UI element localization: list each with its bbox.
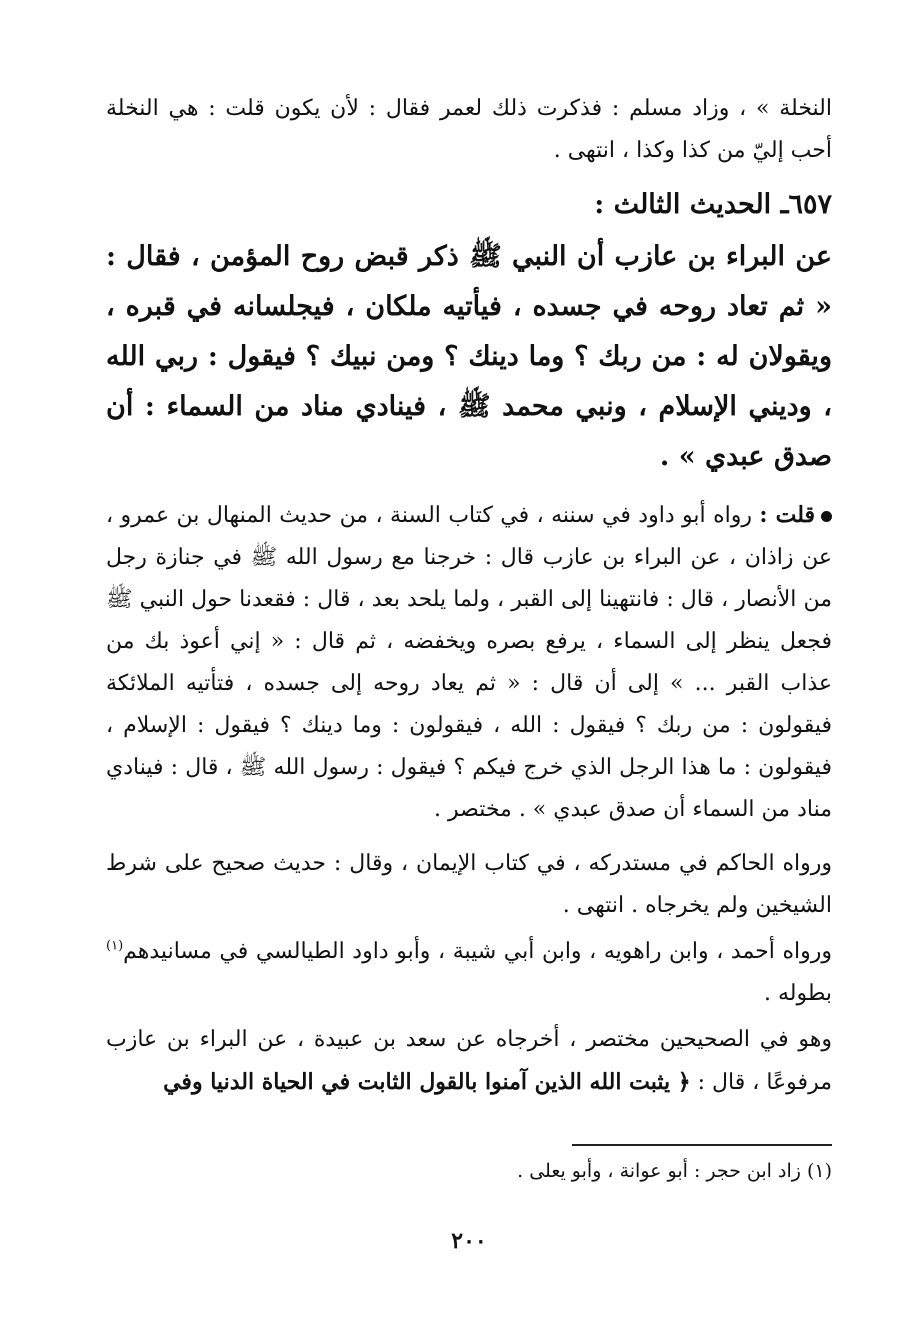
hadith-heading: ٦٥٧ـ الحديث الثالث :: [594, 189, 832, 220]
hadith-text: عن البراء بن عازب أن النبي ﷺ ذكر قبض روح المؤمن ، فقال : « ثم تعاد روحه في جسده ، فيأتيه ملكان ، فيجلسانه في قبره ، ويقولان له : من ربك ؟ وما دينك ؟ ومن نبيك ؟ فيقول : ربي الله ، وديني الإسلام ، ونبي محمد ﷺ ، فينادي مناد من السماء : أن صدق عبدي » .: [106, 241, 832, 472]
sahihayn-paragraph: [106, 1019, 832, 1104]
ahmad-paragraph: [106, 931, 832, 1015]
hakim-paragraph: ورواه الحاكم في مستدركه ، في كتاب الإيمان ، وقال : حديث صحيح على شرط الشيخين ولم يخرجاه . انتهى .: [106, 851, 832, 918]
sahihayn-text: وهو في الصحيحين مختصر ، أخرجاه عن سعد بن عبيدة ، عن البراء بن عازب مرفوعًا ، قال :: [106, 1027, 832, 1095]
comment-lead: قلت :: [759, 502, 816, 528]
comment-paragraph: [106, 494, 832, 831]
comment-text: رواه أبو داود في سننه ، في كتاب السنة ، من حديث المنهال بن عمرو ، عن زاذان ، عن البراء بن عازب قال : خرجنا مع رسول الله ﷺ في جنازة رجل من الأنصار ، قال : فانتهينا إلى القبر ، ولما يلحد بعد ، قال : فقعدنا حول النبي ﷺ فجعل ينظر إلى السماء ، يرفع بصره ويخفضه ، ثم قال : « إني أعوذ بك من عذاب القبر ... » إلى أن قال : « ثم يعاد روحه إلى جسده ، فتأتيه الملائكة فيقولون : من ربك ؟ فيقول : الله ، فيقولون : وما دينك ؟ فيقول : الإسلام ، فيقولون : ما هذا الرجل الذي خرج فيكم ؟ فيقول : رسول الله ﷺ ، قال : فينادي مناد من السماء أن صدق عبدي » . مختصر .: [106, 503, 832, 822]
quran-verse: ﴿ يثبت الله الذين آمنوا بالقول الثابت في الحياة الدنيا وفي: [163, 1069, 691, 1095]
footnote: (١) زاد ابن حجر : أبو عوانة ، وأبو يعلى .: [517, 1160, 832, 1182]
ahmad-text: ورواه أحمد ، وابن راهويه ، وابن أبي شيبة ، وأبو داود الطيالسي في مسانيدهم: [123, 939, 832, 964]
ahmad-tail: بطوله .: [763, 981, 832, 1006]
footnote-divider: [572, 1144, 832, 1146]
continuation-paragraph: النخلة » ، وزاد مسلم : فذكرت ذلك لعمر فقال : لأن يكون قلت : هي النخلة أحب إليّ من كذا وكذا ، انتهى .: [106, 96, 832, 163]
document-page: [106, 88, 832, 1288]
bullet-icon: [821, 511, 832, 522]
footnote-marker: (١): [106, 938, 124, 954]
page-number: ٢٠٠: [451, 1228, 487, 1254]
